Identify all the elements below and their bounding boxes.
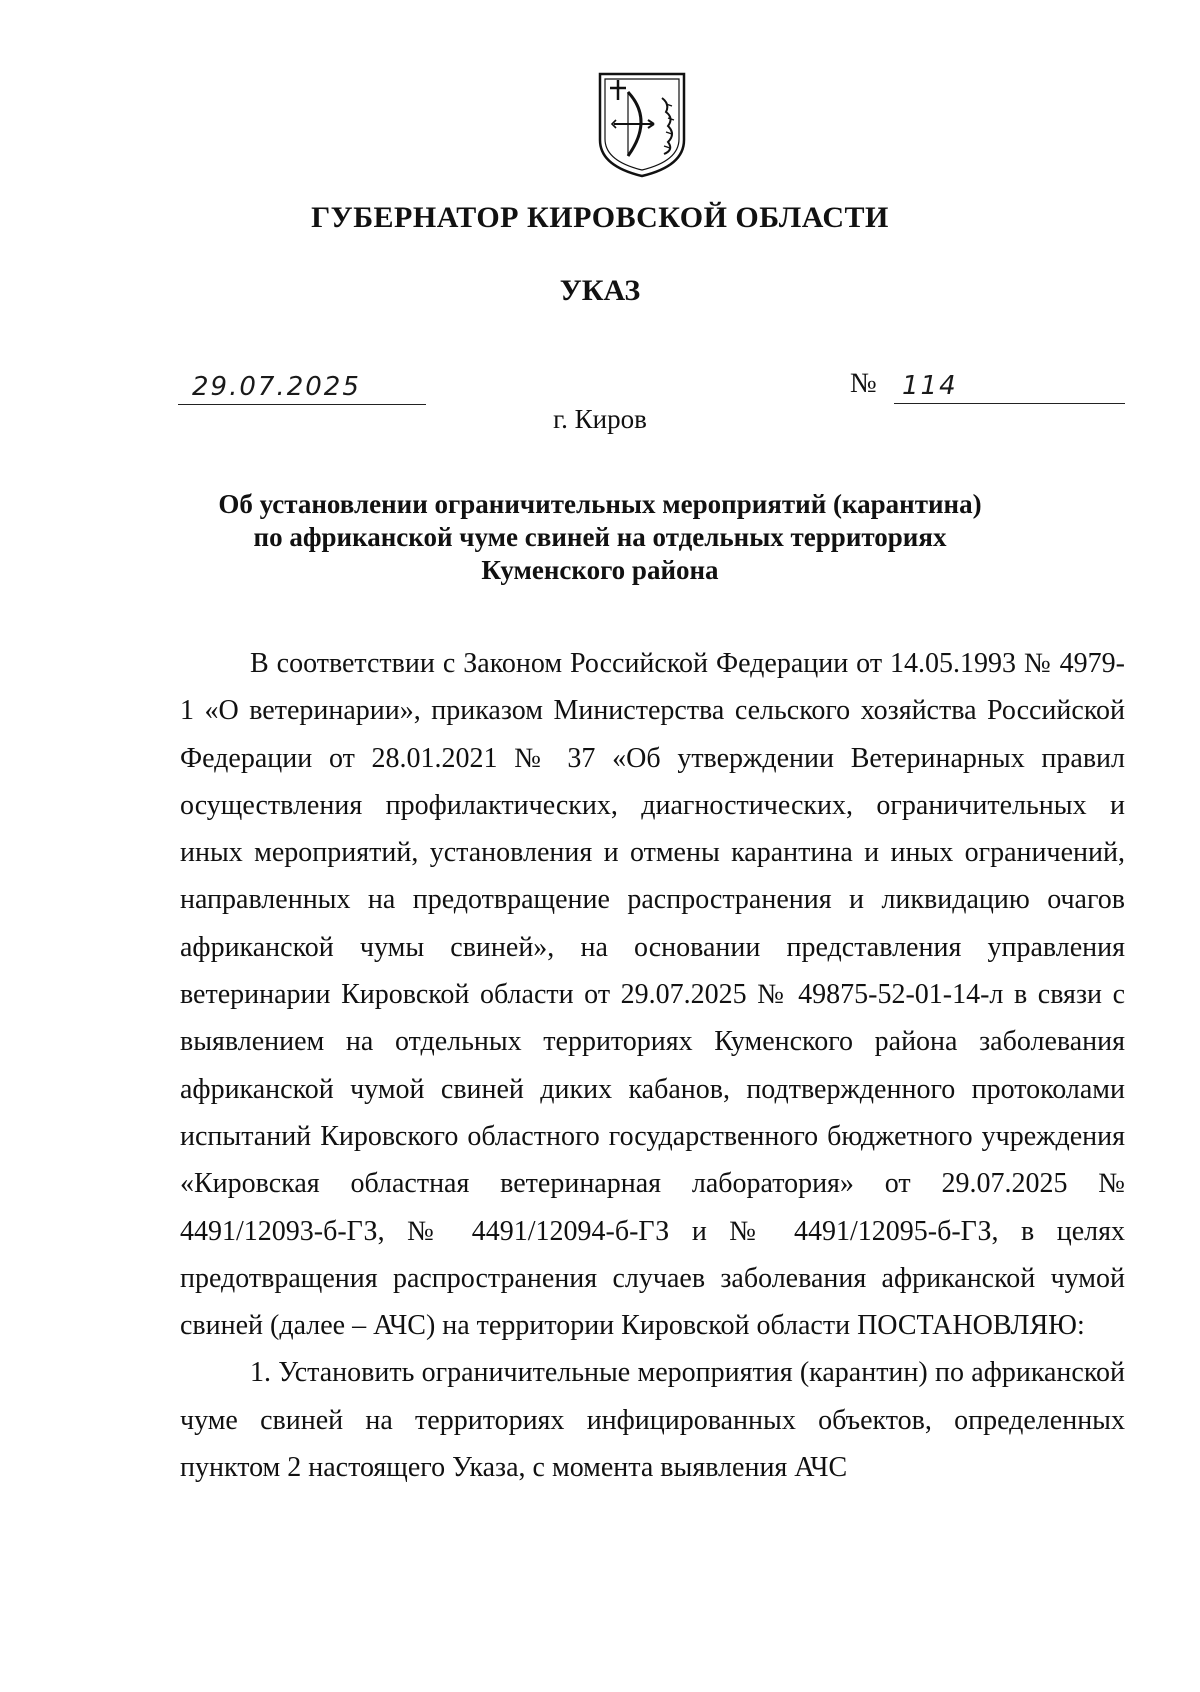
- decree-body: [180, 640, 1125, 1491]
- decree-subject: [0, 488, 1200, 587]
- issuer-title: ГУБЕРНАТОР КИРОВСКОЙ ОБЛАСТИ: [311, 201, 889, 234]
- subject-line: Куменского района: [481, 555, 719, 585]
- number-underline: [894, 365, 1125, 404]
- preamble-paragraph: В соответствии с Законом Российской Федерации от 14.05.1993 № 4979-1 «О ветеринарии», приказом Министерства сельского хозяйства Российской Федерации от 28.01.2021 № 37 «Об утверждении Ветеринарных правил осуществления профилактических, диагностических, ограничительных и иных мероприятий, установления и отмены карантина и иных ограничений, направленных на предотвращение распространения и ликвидацию очагов африканской чумы свиней», на основании представления управления ветеринарии Кировской области от 29.07.2025 № 49875-52-01-14-л в связи с выявлением на отдельных территориях Куменского района заболевания африканской чумой свиней диких кабанов, подтвержденного протоколами испытаний Кировского областного государственного бюджетного учреждения «Кировская областная ветеринарная лаборатория» от 29.07.2025 № 4491/12093-б-ГЗ, № 4491/12094-б-ГЗ и № 4491/12095-б-ГЗ, в целях предотвращения распространения случаев заболевания африканской чумой свиней (далее – АЧС) на территории Кировской области ПОСТАНОВЛЯЮ:: [180, 648, 1125, 1342]
- subject-line: по африканской чуме свиней на отдельных территориях: [253, 522, 947, 552]
- subject-line: Об установлении ограничительных мероприятий (карантина): [218, 489, 982, 519]
- number-field: [850, 366, 1125, 404]
- date-field: [178, 366, 426, 405]
- item-1-paragraph: 1. Установить ограничительные мероприятия (карантин) по африканской чуме свиней на территориях инфицированных объектов, определенных пунктом 2 настоящего Указа, с момента выявления АЧС: [180, 1357, 1125, 1484]
- number-sign: №: [850, 368, 877, 399]
- document-type: УКАЗ: [559, 274, 641, 307]
- handwritten-number: 114: [902, 371, 958, 401]
- coat-of-arms-emblem: [596, 70, 688, 180]
- handwritten-date: 29.07.2025: [192, 372, 361, 402]
- city: г. Киров: [553, 404, 647, 434]
